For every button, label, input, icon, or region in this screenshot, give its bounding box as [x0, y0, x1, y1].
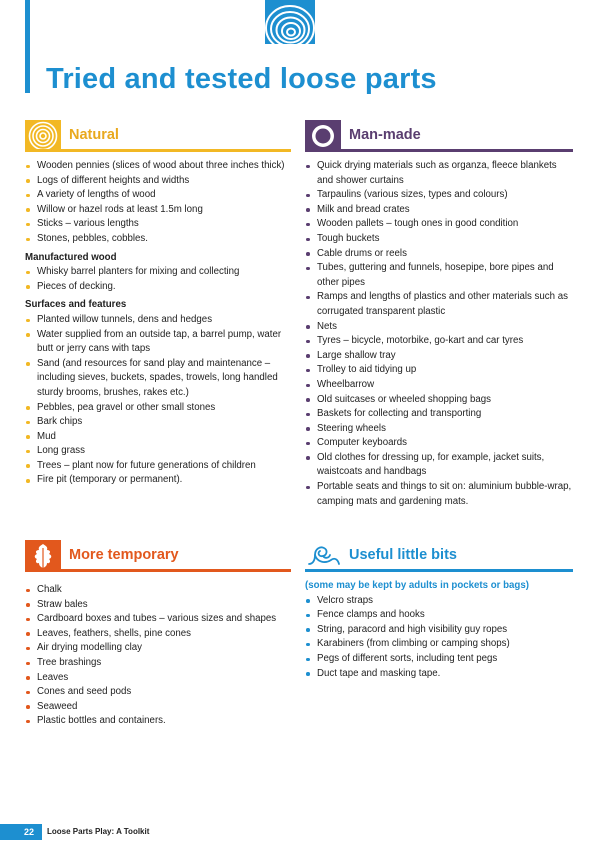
list-item: Sticks – various lengths [25, 217, 291, 232]
bullet-icon [26, 435, 30, 439]
list-item: Stones, pebbles, cobbles. [25, 232, 291, 247]
bullet-icon [306, 614, 310, 618]
bullet-icon [26, 333, 30, 337]
section-man-made [305, 120, 573, 509]
list-item: Water supplied from an outside tap, a barrel pump, water butt or jerry cans with taps [25, 328, 291, 357]
list-item: Tubes, guttering and funnels, hosepipe, bore pipes and other pipes [305, 261, 573, 290]
list-item: Portable seats and things to sit on: aluminium bubble-wrap, camping mats and gardening mats. [305, 480, 573, 509]
bullet-icon [26, 676, 30, 680]
list-item: Baskets for collecting and transporting [305, 407, 573, 422]
bullet-icon [26, 589, 30, 593]
bullet-icon [26, 691, 30, 695]
list-item: Tough buckets [305, 232, 573, 247]
title-accent-bar [25, 0, 30, 93]
useful-little-bits-list [305, 594, 573, 682]
natural-list [25, 159, 291, 247]
section-title: Useful little bits [349, 547, 457, 563]
bullet-icon [306, 398, 310, 402]
list-item: Trees – plant now for future generations of children [25, 459, 291, 474]
section-natural [25, 120, 291, 488]
bullet-icon [306, 658, 310, 662]
page-number: 22 [0, 824, 42, 840]
bullet-icon [306, 354, 310, 358]
oak-leaf-icon [25, 540, 61, 572]
list-item: Cable drums or reels [305, 247, 573, 262]
list-item: Wheelbarrow [305, 378, 573, 393]
manufactured-wood-list [25, 265, 291, 294]
list-item: Long grass [25, 444, 291, 459]
section-title: Natural [69, 127, 119, 143]
bullet-icon [26, 479, 30, 483]
more-temporary-list [25, 583, 291, 729]
list-item: Duct tape and masking tape. [305, 667, 573, 682]
section-useful-little-bits [305, 540, 573, 681]
bullet-icon [26, 285, 30, 289]
list-item: Air drying modelling clay [25, 641, 291, 656]
list-item: Mud [25, 430, 291, 445]
bullet-icon [26, 450, 30, 454]
section-divider [305, 149, 573, 152]
man-made-list [305, 159, 573, 509]
bullet-icon [306, 427, 310, 431]
list-item: Pieces of decking. [25, 280, 291, 295]
list-item: Ramps and lengths of plastics and other materials such as corrugated transparent plastic [305, 290, 573, 319]
bullet-icon [26, 647, 30, 651]
list-item: Wooden pallets – tough ones in good condition [305, 217, 573, 232]
page-title: Tried and tested loose parts [46, 63, 437, 95]
bullet-icon [306, 384, 310, 388]
list-item: Leaves [25, 671, 291, 686]
list-item: Old clothes for dressing up, for example, jacket suits, waistcoats and handbags [305, 451, 573, 480]
bullet-icon [306, 208, 310, 212]
bullet-icon [26, 271, 30, 275]
list-item: Milk and bread crates [305, 203, 573, 218]
section-header [305, 120, 573, 152]
list-item: Large shallow tray [305, 349, 573, 364]
bullet-icon [306, 456, 310, 460]
surfaces-features-heading: Surfaces and features [25, 299, 127, 311]
bullet-icon [306, 340, 310, 344]
list-item: Steering wheels [305, 422, 573, 437]
bullet-icon [26, 208, 30, 212]
list-item: Cones and seed pods [25, 685, 291, 700]
bullet-icon [306, 599, 310, 603]
bullet-icon [26, 406, 30, 410]
section-header [25, 540, 291, 572]
list-item: Trolley to aid tidying up [305, 363, 573, 378]
bullet-icon [26, 362, 30, 366]
section-header [25, 120, 291, 152]
bullet-icon [26, 720, 30, 724]
bullet-icon [306, 628, 310, 632]
bullet-icon [26, 662, 30, 666]
bullet-icon [306, 238, 310, 242]
bullet-icon [26, 179, 30, 183]
list-item: Logs of different heights and widths [25, 174, 291, 189]
list-item: Karabiners (from climbing or camping shops) [305, 637, 573, 652]
bullet-icon [306, 486, 310, 490]
bullet-icon [306, 672, 310, 676]
list-item: String, paracord and high visibility guy ropes [305, 623, 573, 638]
section-divider [305, 569, 573, 572]
manufactured-wood-heading: Manufactured wood [25, 251, 117, 263]
list-item: Old suitcases or wheeled shopping bags [305, 393, 573, 408]
bullet-icon [26, 238, 30, 242]
list-item: Tree brashings [25, 656, 291, 671]
list-item: Fence clamps and hooks [305, 608, 573, 623]
list-item: Pegs of different sorts, including tent pegs [305, 652, 573, 667]
section-divider [25, 569, 291, 572]
bullet-icon [26, 319, 30, 323]
list-item: Quick drying materials such as organza, fleece blankets and shower curtains [305, 159, 573, 188]
section-title: Man-made [349, 127, 421, 143]
bullet-icon [306, 252, 310, 256]
section-title: More temporary [69, 547, 179, 563]
list-item: Computer keyboards [305, 436, 573, 451]
section-divider [25, 149, 291, 152]
list-item: Leaves, feathers, shells, pine cones [25, 627, 291, 642]
bullet-icon [26, 705, 30, 709]
list-item: Chalk [25, 583, 291, 598]
bullet-icon [306, 643, 310, 647]
list-item: Tyres – bicycle, motorbike, go-kart and car tyres [305, 334, 573, 349]
bullet-icon [26, 165, 30, 169]
bullet-icon [306, 165, 310, 169]
bullet-icon [306, 413, 310, 417]
list-item: A variety of lengths of wood [25, 188, 291, 203]
tree-rings-icon [25, 120, 61, 152]
section-header [305, 540, 573, 572]
bullet-icon [306, 267, 310, 271]
list-item: Planted willow tunnels, dens and hedges [25, 313, 291, 328]
useful-bits-note: (some may be kept by adults in pockets or bags) [305, 580, 529, 591]
bullet-icon [306, 369, 310, 373]
list-item: Seaweed [25, 700, 291, 715]
bullet-icon [26, 632, 30, 636]
bullet-icon [306, 194, 310, 198]
list-item: Willow or hazel rods at least 1.5m long [25, 203, 291, 218]
footer-publication-title: Loose Parts Play: A Toolkit [47, 827, 150, 836]
bullet-icon [26, 618, 30, 622]
list-item: Bark chips [25, 415, 291, 430]
section-more-temporary [25, 540, 291, 729]
bullet-icon [306, 296, 310, 300]
list-item: Sand (and resources for sand play and maintenance – including sieves, buckets, spades, trowels, long handled sturdy brooms, brushes, rakes etc.) [25, 357, 291, 401]
bullet-icon [306, 325, 310, 329]
list-item: Plastic bottles and containers. [25, 714, 291, 729]
tree-rings-icon [265, 0, 315, 44]
bullet-icon [26, 603, 30, 607]
list-item: Whisky barrel planters for mixing and collecting [25, 265, 291, 280]
list-item: Fire pit (temporary or permanent). [25, 473, 291, 488]
bullet-icon [26, 464, 30, 468]
surfaces-features-list [25, 313, 291, 488]
list-item: Tarpaulins (various sizes, types and colours) [305, 188, 573, 203]
list-item: Straw bales [25, 598, 291, 613]
list-item: Wooden pennies (slices of wood about three inches thick) [25, 159, 291, 174]
bullet-icon [26, 223, 30, 227]
ring-icon [305, 120, 341, 152]
bullet-icon [306, 223, 310, 227]
bullet-icon [306, 442, 310, 446]
list-item: Nets [305, 320, 573, 335]
list-item: Pebbles, pea gravel or other small stones [25, 401, 291, 416]
list-item: Velcro straps [305, 594, 573, 609]
list-item: Cardboard boxes and tubes – various sizes and shapes [25, 612, 291, 627]
bullet-icon [26, 194, 30, 198]
bullet-icon [26, 421, 30, 425]
rope-icon [305, 540, 341, 572]
